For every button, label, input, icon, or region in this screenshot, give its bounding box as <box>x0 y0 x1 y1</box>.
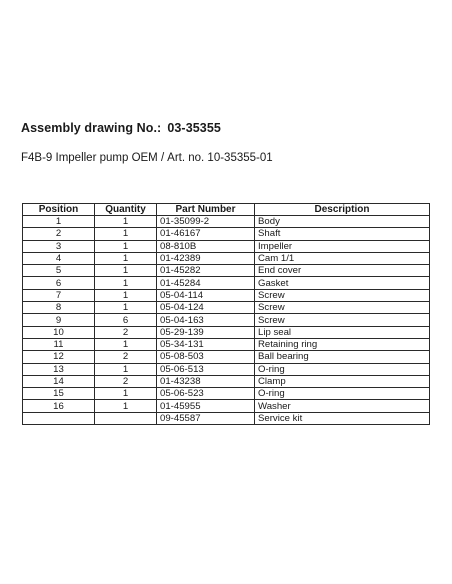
cell-part-number: 05-29-139 <box>157 326 255 338</box>
cell-part-number: 01-45284 <box>157 277 255 289</box>
cell-description: Body <box>255 216 430 228</box>
cell-description: Screw <box>255 314 430 326</box>
cell-part-number: 05-04-124 <box>157 302 255 314</box>
assembly-drawing-title <box>21 121 221 135</box>
cell-part-number: 01-45955 <box>157 400 255 412</box>
cell-position: 10 <box>23 326 95 338</box>
cell-quantity: 1 <box>95 265 157 277</box>
cell-quantity: 1 <box>95 338 157 350</box>
cell-description: Washer <box>255 400 430 412</box>
table-row <box>23 314 430 326</box>
table-header-row <box>23 204 430 216</box>
cell-description: Ball bearing <box>255 351 430 363</box>
cell-description: Cam 1/1 <box>255 252 430 264</box>
cell-quantity: 1 <box>95 228 157 240</box>
cell-description: Shaft <box>255 228 430 240</box>
cell-position: 6 <box>23 277 95 289</box>
cell-quantity: 2 <box>95 326 157 338</box>
cell-position: 14 <box>23 375 95 387</box>
cell-quantity: 1 <box>95 216 157 228</box>
cell-description: O-ring <box>255 363 430 375</box>
cell-quantity: 1 <box>95 400 157 412</box>
cell-description: Impeller <box>255 240 430 252</box>
product-name: F4B-9 Impeller pump OEM / <box>21 152 165 164</box>
cell-quantity: 1 <box>95 302 157 314</box>
cell-quantity: 1 <box>95 252 157 264</box>
table-row <box>23 265 430 277</box>
cell-description: End cover <box>255 265 430 277</box>
cell-position: 9 <box>23 314 95 326</box>
assembly-drawing-label: Assembly drawing No.: <box>21 121 162 135</box>
cell-position: 11 <box>23 338 95 350</box>
cell-part-number: 01-42389 <box>157 252 255 264</box>
cell-position: 16 <box>23 400 95 412</box>
cell-position: 12 <box>23 351 95 363</box>
cell-position: 8 <box>23 302 95 314</box>
table-row <box>23 363 430 375</box>
cell-part-number: 01-45282 <box>157 265 255 277</box>
cell-description: Screw <box>255 289 430 301</box>
header-quantity: Quantity <box>95 204 157 216</box>
cell-position: 3 <box>23 240 95 252</box>
parts-table-body <box>23 216 430 425</box>
cell-quantity: 1 <box>95 363 157 375</box>
cell-quantity: 6 <box>95 314 157 326</box>
table-row <box>23 252 430 264</box>
header-description: Description <box>255 204 430 216</box>
cell-part-number: 01-35099-2 <box>157 216 255 228</box>
table-row <box>23 326 430 338</box>
table-row <box>23 388 430 400</box>
cell-quantity: 2 <box>95 375 157 387</box>
cell-position: 1 <box>23 216 95 228</box>
cell-description: Gasket <box>255 277 430 289</box>
table-row <box>23 289 430 301</box>
cell-description: Service kit <box>255 412 430 424</box>
table-row <box>23 412 430 424</box>
cell-description: O-ring <box>255 388 430 400</box>
cell-description: Screw <box>255 302 430 314</box>
table-row <box>23 277 430 289</box>
cell-position: 2 <box>23 228 95 240</box>
cell-part-number: 05-06-523 <box>157 388 255 400</box>
table-row <box>23 375 430 387</box>
table-row <box>23 302 430 314</box>
table-row <box>23 400 430 412</box>
cell-position: 13 <box>23 363 95 375</box>
cell-quantity: 1 <box>95 277 157 289</box>
table-row <box>23 228 430 240</box>
product-subtitle <box>21 152 273 164</box>
cell-part-number: 08-810B <box>157 240 255 252</box>
table-row <box>23 240 430 252</box>
table-row <box>23 351 430 363</box>
cell-quantity: 1 <box>95 289 157 301</box>
cell-position <box>23 412 95 424</box>
cell-part-number: 05-08-503 <box>157 351 255 363</box>
cell-part-number: 01-43238 <box>157 375 255 387</box>
parts-table <box>22 203 430 425</box>
cell-position: 4 <box>23 252 95 264</box>
cell-part-number: 05-06-513 <box>157 363 255 375</box>
cell-position: 7 <box>23 289 95 301</box>
cell-part-number: 05-04-163 <box>157 314 255 326</box>
cell-part-number: 05-04-114 <box>157 289 255 301</box>
cell-description: Retaining ring <box>255 338 430 350</box>
cell-quantity: 1 <box>95 240 157 252</box>
cell-part-number: 09-45587 <box>157 412 255 424</box>
cell-quantity: 1 <box>95 388 157 400</box>
cell-position: 15 <box>23 388 95 400</box>
article-number: Art. no. 10-35355-01 <box>167 152 273 164</box>
header-part-number: Part Number <box>157 204 255 216</box>
cell-quantity: 2 <box>95 351 157 363</box>
cell-description: Clamp <box>255 375 430 387</box>
cell-part-number: 01-46167 <box>157 228 255 240</box>
cell-description: Lip seal <box>255 326 430 338</box>
cell-part-number: 05-34-131 <box>157 338 255 350</box>
header-position: Position <box>23 204 95 216</box>
table-row <box>23 216 430 228</box>
cell-position: 5 <box>23 265 95 277</box>
assembly-drawing-number: 03-35355 <box>167 121 221 135</box>
cell-quantity <box>95 412 157 424</box>
table-row <box>23 338 430 350</box>
